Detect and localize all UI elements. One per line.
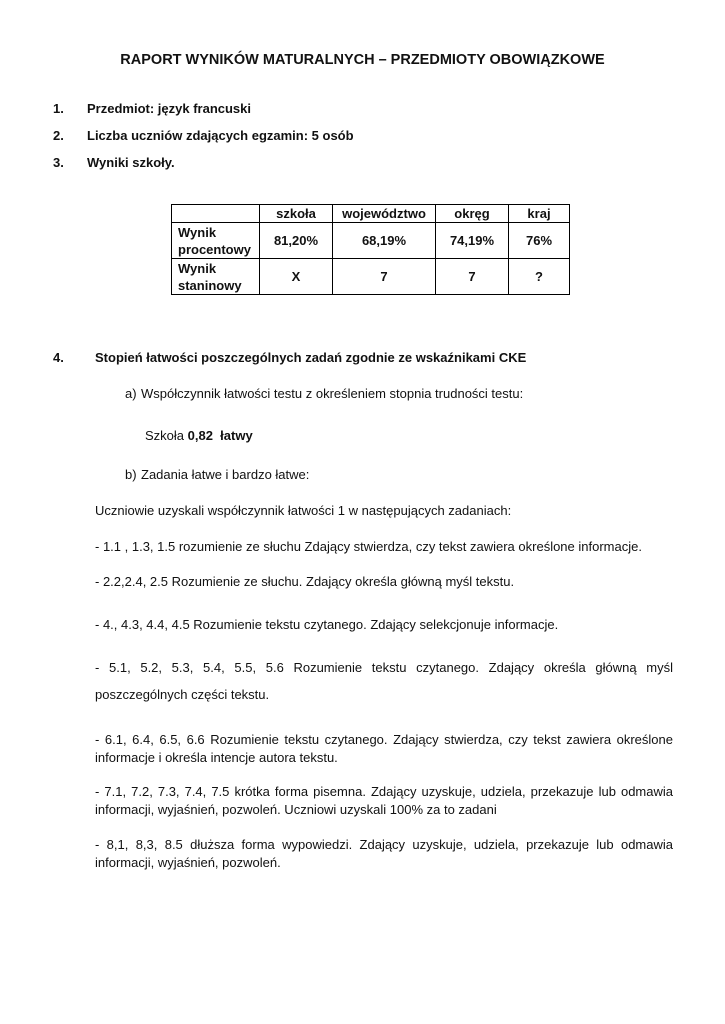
table-cell: 68,19% <box>333 223 436 259</box>
task-8-line1: - 8,1, 8,3, 8.5 dłuższa forma wypowiedzi. Zdający uzyskuje, udziela, przekazuje lub odmawia <box>95 837 673 852</box>
table-header-voivodeship: województwo <box>333 205 436 223</box>
table-cell: 81,20% <box>260 223 333 259</box>
row-label <box>172 259 260 295</box>
table-cell: ? <box>509 259 570 295</box>
task-5-line2: poszczególnych części tekstu. <box>95 687 270 702</box>
row-label-line2: procentowy <box>178 241 251 257</box>
task-7-line1: - 7.1, 7.2, 7.3, 7.4, 7.5 krótka forma pisemna. Zdający uzyskuje, udziela, przekazuje lub odmawia <box>95 784 673 799</box>
task-line-2: - 2.2,2.4, 2.5 Rozumienie ze słuchu. Zdający określa główną myśl tekstu. <box>95 574 515 589</box>
task-line-4: - 4., 4.3, 4.4, 4.5 Rozumienie tekstu czytanego. Zdający selekcjonuje informacje. <box>95 617 559 632</box>
section-number-4: 4. <box>53 350 64 365</box>
table-cell: 76% <box>509 223 570 259</box>
school-coefficient <box>145 428 253 443</box>
table-cell: 7 <box>436 259 509 295</box>
table-row <box>172 223 570 259</box>
row-label-line2: staninowy <box>178 277 242 293</box>
item-number-2: 2. <box>53 128 64 143</box>
task-8-line2: informacji, wyjaśnień, pozwoleń. <box>95 855 281 870</box>
table-cell: X <box>260 259 333 295</box>
row-label-line1: Wynik <box>178 224 217 240</box>
subpoint-b-text: Zadania łatwe i bardzo łatwe: <box>141 467 310 482</box>
row-label <box>172 223 260 259</box>
item-number-1: 1. <box>53 101 64 116</box>
school-coefficient-label: Szkoła <box>145 428 188 443</box>
table-header-row <box>172 205 570 223</box>
table-header-country: kraj <box>509 205 570 223</box>
page-title: RAPORT WYNIKÓW MATURALNYCH – PRZEDMIOTY OBOWIĄZKOWE <box>120 52 605 68</box>
task-line-1: - 1.1 , 1.3, 1.5 rozumienie ze słuchu Zdający stwierdza, czy tekst zawiera określone informacje. <box>95 539 642 554</box>
table-row <box>172 259 570 295</box>
subpoint-a-label: a) <box>125 386 137 401</box>
item-number-3: 3. <box>53 155 64 170</box>
row-label-line1: Wynik <box>178 260 217 276</box>
task-5-line1: - 5.1, 5.2, 5.3, 5.4, 5.5, 5.6 Rozumienie tekstu czytanego. Zdający określa główną myśl <box>95 660 673 675</box>
table-header-empty <box>172 205 260 223</box>
table-header-district: okręg <box>436 205 509 223</box>
section-title: Stopień łatwości poszczególnych zadań zgodnie ze wskaźnikami CKE <box>95 350 527 365</box>
table-cell: 7 <box>333 259 436 295</box>
table-cell: 74,19% <box>436 223 509 259</box>
task-6-line2: informacje i określa intencje autora tekstu. <box>95 750 338 765</box>
table-header-school: szkoła <box>260 205 333 223</box>
subpoint-b-label: b) <box>125 467 137 482</box>
results-table <box>171 204 570 295</box>
intro-text: Uczniowie uzyskali współczynnik łatwości 1 w następujących zadaniach: <box>95 503 512 518</box>
item-student-count: Liczba uczniów zdających egzamin: 5 osób <box>87 128 354 143</box>
item-subject: Przedmiot: język francuski <box>87 101 251 116</box>
task-7-line2: informacji, wyjaśnień, pozwoleń. Uczniowi uzyskali 100% za to zadani <box>95 802 497 817</box>
subpoint-a-text: Współczynnik łatwości testu z określeniem stopnia trudności testu: <box>141 386 524 401</box>
task-6-line1: - 6.1, 6.4, 6.5, 6.6 Rozumienie tekstu czytanego. Zdający stwierdza, czy tekst zawiera określone <box>95 732 673 747</box>
item-school-results: Wyniki szkoły. <box>87 155 175 170</box>
school-coefficient-value: 0,82 łatwy <box>187 428 253 443</box>
